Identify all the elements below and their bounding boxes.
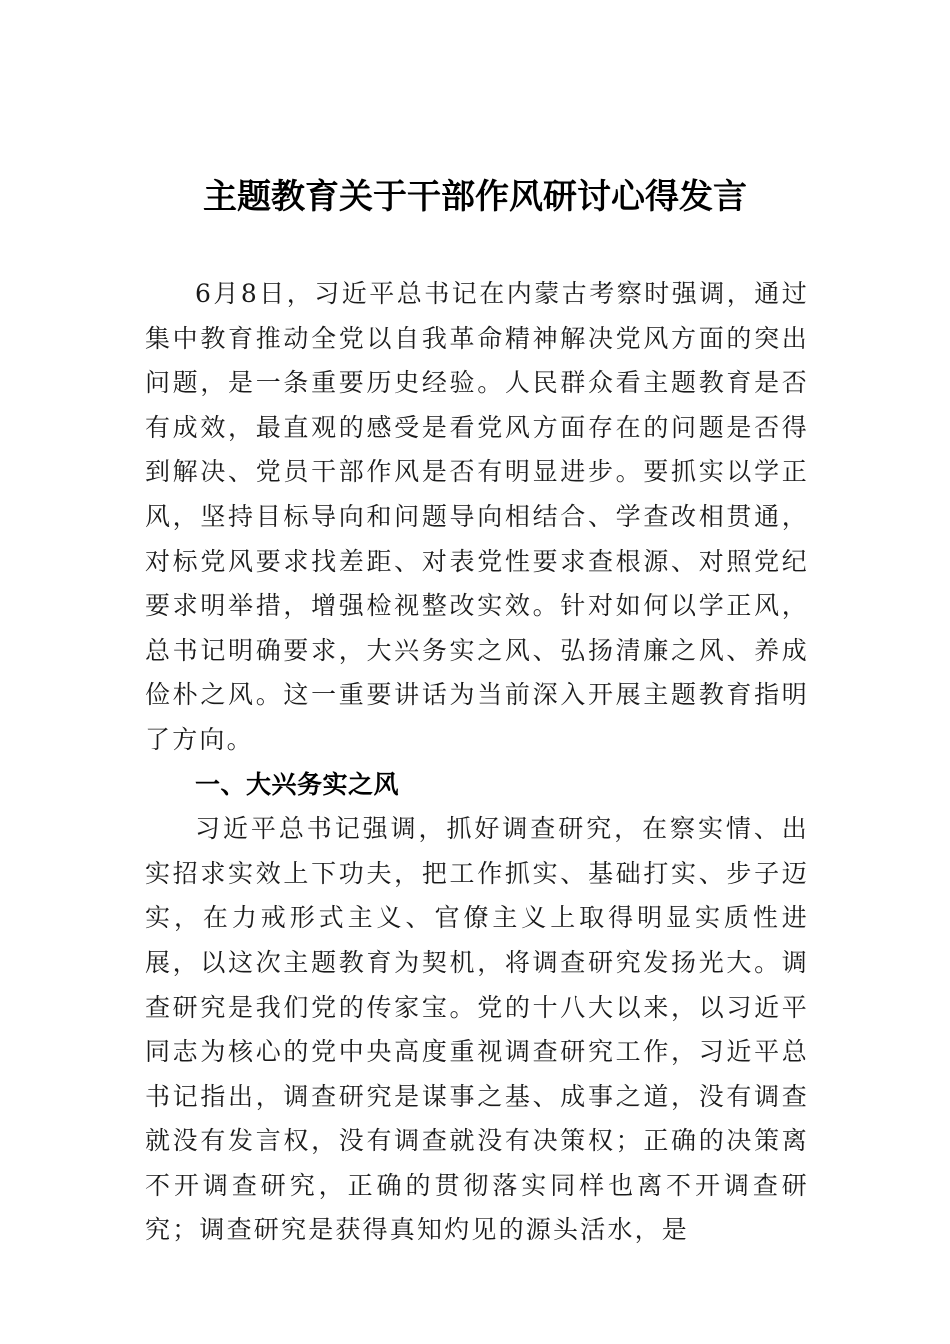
document-title: 主题教育关于干部作风研讨心得发言	[203, 177, 747, 217]
document-body	[145, 272, 809, 1253]
section-paragraph: 习近平总书记强调，抓好调查研究，在察实情、出实招求实效上下功夫，把工作抓实、基础打实、步子迈实，在力戒形式主义、官僚主义上取得明显实质性进展，以这次主题教育为契机，将调查研究发扬光大。调查研究是我们党的传家宝。党的十八大以来，以习近平同志为核心的党中央高度重视调查研究工作，习近平总书记指出，调查研究是谋事之基、成事之道，没有调查就没有发言权，没有调查就没有决策权；正确的决策离不开调查研究，正确的贯彻落实同样也离不开调查研究；调查研究是获得真知灼见的源头活水，是	[145, 814, 809, 1245]
intro-paragraph: 6月8日，习近平总书记在内蒙古考察时强调，通过集中教育推动全党以自我革命精神解决党风方面的突出问题，是一条重要历史经验。人民群众看主题教育是否有成效，最直观的感受是看党风方面存在的问题是否得到解决、党员干部作风是否有明显进步。要抓实以学正风，坚持目标导向和问题导向相结合、学查改相贯通，对标党风要求找差距、对表党性要求查根源、对照党纪要求明举措，增强检视整改实效。针对如何以学正风，总书记明确要求，大兴务实之风、弘扬清廉之风、养成俭朴之风。这一重要讲话为当前深入开展主题教育指明了方向。	[145, 279, 809, 754]
section-heading: 一、大兴务实之风	[195, 769, 400, 799]
